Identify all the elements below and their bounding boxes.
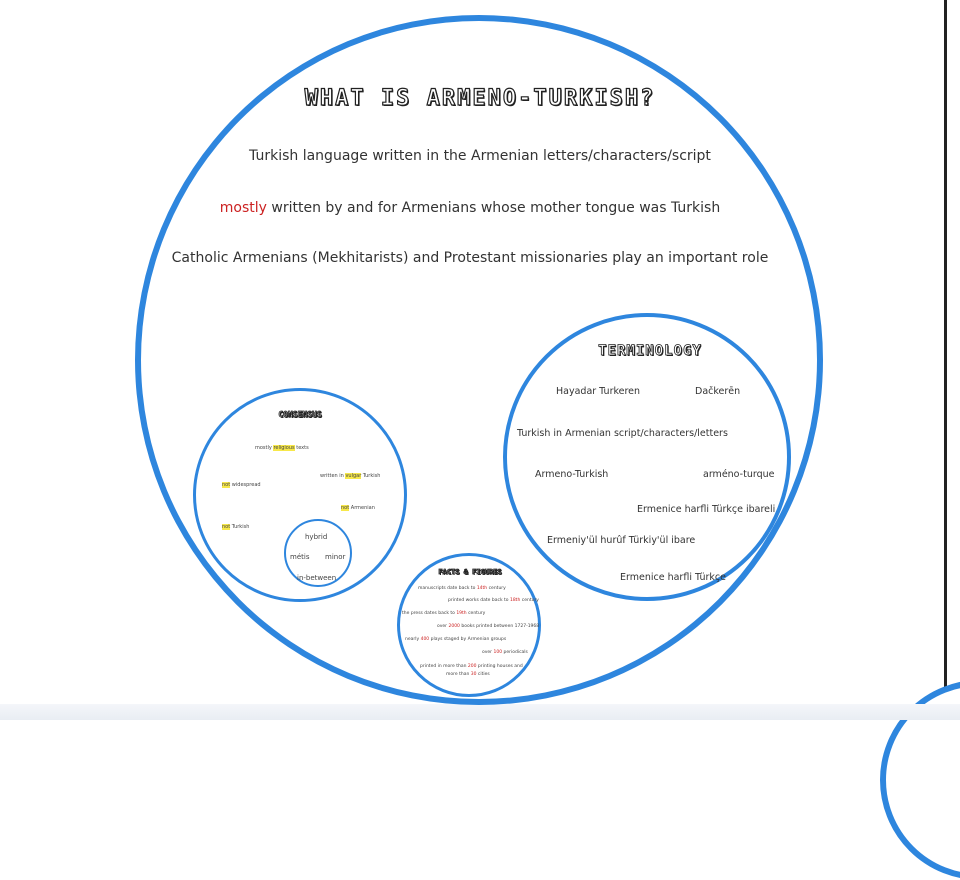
- consensus-item-pre: written in: [320, 473, 346, 479]
- term-item: Turkish in Armenian script/characters/letters: [517, 428, 728, 439]
- consensus-item: [255, 445, 309, 451]
- minor-label: minor: [325, 553, 346, 561]
- facts-title: FACTS & FIGURES: [438, 568, 502, 576]
- fact-pre: nearly: [405, 637, 421, 642]
- consensus-item-pre: mostly: [255, 445, 274, 451]
- fact-pre: over: [482, 650, 494, 655]
- consensus-highlight: vulgar: [345, 473, 362, 479]
- term-item: Armeno-Turkish: [535, 469, 609, 480]
- consensus-highlight: not: [222, 524, 231, 530]
- fact-post: periodicals: [502, 650, 528, 655]
- fact-post: century: [466, 611, 486, 616]
- consensus-item-post: Armenian: [349, 505, 375, 511]
- fact-pre: printed in more than: [420, 664, 468, 669]
- definition-line-1: Turkish language written in the Armenian letters/characters/script: [249, 148, 711, 164]
- fact-post: books printed between 1727-1968: [459, 624, 540, 629]
- fact-item: [437, 624, 539, 629]
- term-item: Dačkerēn: [695, 386, 741, 397]
- fact-item: [420, 664, 523, 669]
- fact-number: 30: [470, 672, 477, 677]
- fact-item: [405, 637, 506, 642]
- fact-item: [418, 586, 506, 591]
- fact-item: [402, 611, 485, 616]
- fact-post: century: [520, 598, 539, 603]
- consensus-item-post: Turkish: [361, 473, 381, 479]
- fact-pre: manuscripts date back to: [418, 586, 477, 591]
- consensus-item-post: texts: [294, 445, 309, 451]
- fact-number: 2000: [448, 624, 460, 629]
- fact-post: cities: [476, 672, 490, 677]
- fact-number: 100: [493, 650, 503, 655]
- term-item: Hayadar Turkeren: [556, 386, 641, 397]
- fact-item: [482, 650, 528, 655]
- term-item: Ermenice harfli Türkçe: [620, 572, 726, 583]
- consensus-highlight: religious: [273, 445, 295, 451]
- fact-pre: the press dates back to: [402, 611, 457, 616]
- fact-number: 14th: [476, 586, 488, 591]
- fact-item: [446, 672, 490, 677]
- consensus-title: CONSENSUS: [278, 410, 322, 419]
- fact-item: [448, 598, 539, 603]
- main-title: WHAT IS ARMENO-TURKISH?: [304, 86, 656, 111]
- consensus-item: [222, 524, 249, 530]
- fact-number: 400: [420, 637, 430, 642]
- fact-number: 19th: [456, 611, 467, 616]
- fact-number: 200: [467, 664, 477, 669]
- definition-line-3: Catholic Armenians (Mekhitarists) and Protestant missionaries play an important role: [171, 250, 769, 266]
- fact-pre: printed works date back to: [448, 598, 510, 603]
- term-item: arméno-turque: [703, 469, 775, 480]
- consensus-item: [341, 505, 375, 511]
- terminology-title: TERMINOLOGY: [598, 343, 702, 359]
- mostly-highlight: mostly: [219, 200, 267, 216]
- definition-line-2: [0, 200, 940, 216]
- fact-number: 18th: [509, 598, 521, 603]
- consensus-item: [320, 473, 380, 479]
- metis-label: métis: [290, 553, 310, 561]
- fact-post: printing houses and: [476, 664, 523, 669]
- fact-post: century: [487, 586, 506, 591]
- consensus-item-post: Turkish: [230, 524, 250, 530]
- consensus-highlight: not: [341, 505, 350, 511]
- consensus-item: [222, 482, 261, 488]
- fact-pre: over: [437, 624, 449, 629]
- fact-pre: more than: [446, 672, 471, 677]
- term-item: Ermenice harfli Türkçe ibareli: [637, 504, 776, 515]
- in-between-label: in-between: [297, 574, 337, 582]
- hybrid-label: hybrid: [305, 533, 328, 541]
- bottom-bar: [0, 704, 960, 720]
- fact-post: plays staged by Armenian groups: [429, 637, 507, 642]
- consensus-highlight: not: [222, 482, 231, 488]
- consensus-item-post: widespread: [230, 482, 261, 488]
- definition-line-2-rest: written by and for Armenians whose mother tongue was Turkish: [266, 200, 721, 216]
- term-item: Ermeniy'ül hurûf Türkiy'ül ibare: [547, 535, 696, 546]
